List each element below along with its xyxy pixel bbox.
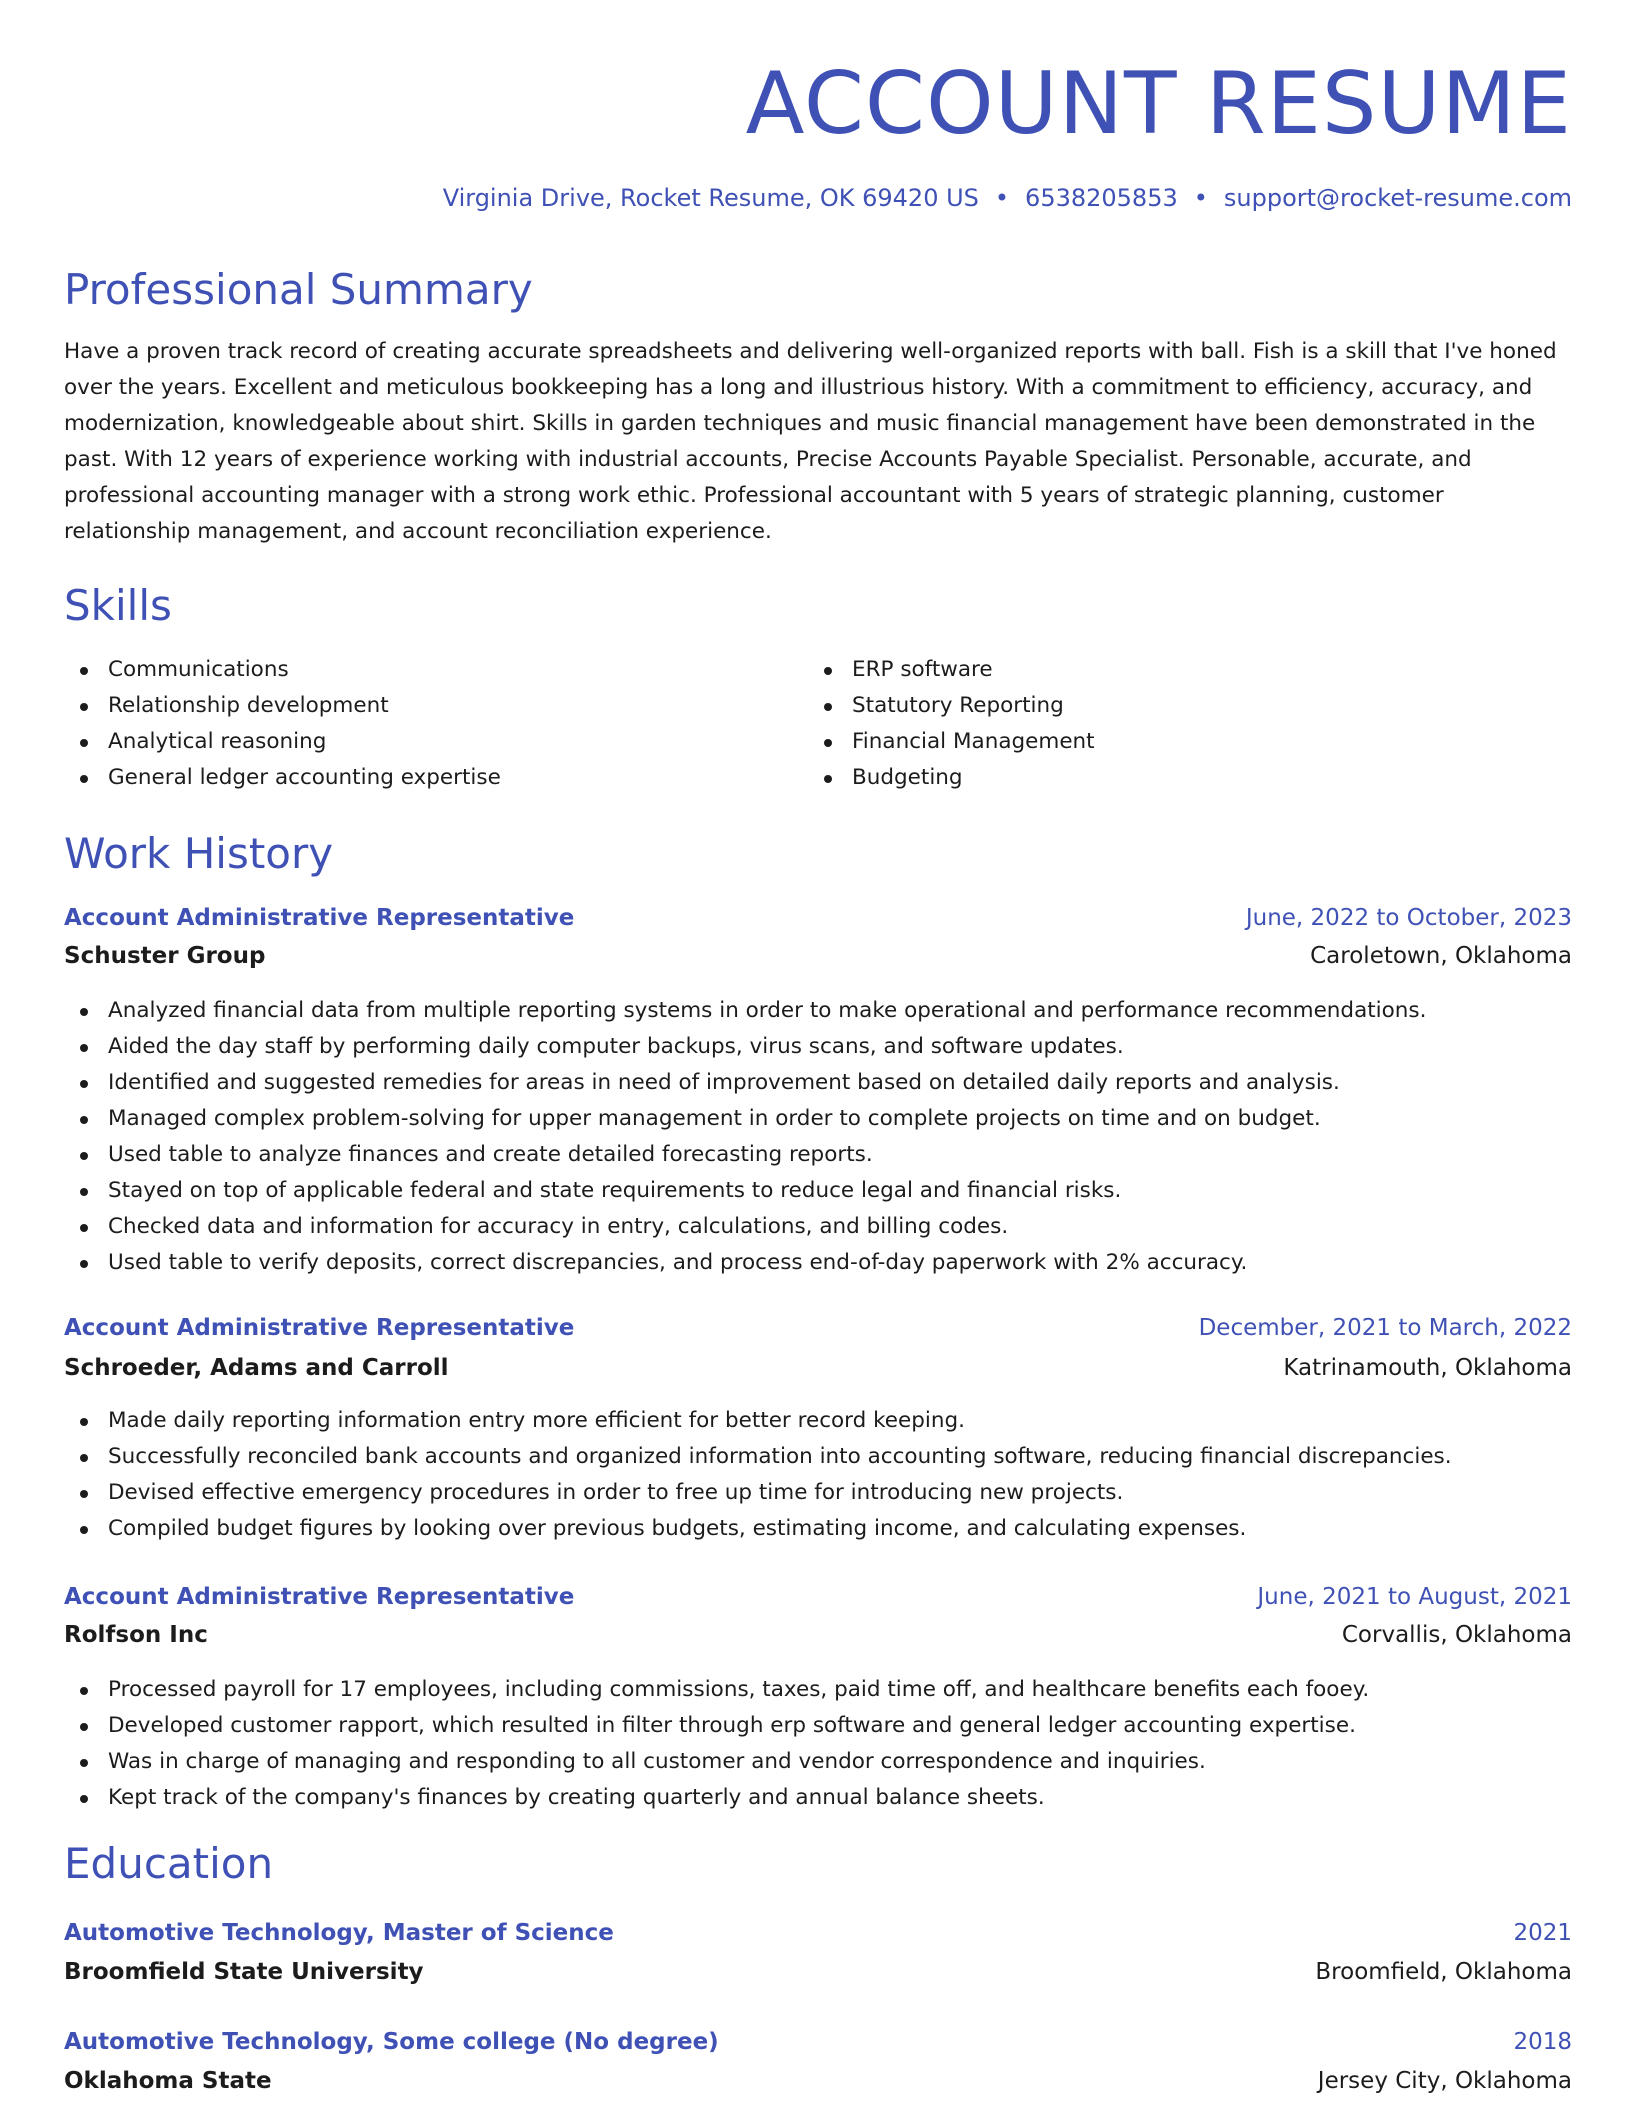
job-company: Schroeder, Adams and Carroll bbox=[64, 1355, 449, 1381]
skill-item: Budgeting bbox=[808, 760, 1095, 796]
contact-email: support@rocket-resume.com bbox=[1223, 184, 1572, 212]
job-bullet: Devised effective emergency procedures in order to free up time for introducing new projects. bbox=[64, 1475, 1572, 1511]
job-dates: June, 2022 to October, 2023 bbox=[1245, 905, 1572, 931]
contact-separator: • bbox=[994, 184, 1010, 212]
skill-item: Relationship development bbox=[64, 688, 501, 724]
job-company: Rolfson Inc bbox=[64, 1622, 208, 1648]
job-bullet: Checked data and information for accuracy in entry, calculations, and billing codes. bbox=[64, 1209, 1572, 1245]
job-bullet: Made daily reporting information entry more efficient for better record keeping. bbox=[64, 1403, 1572, 1439]
summary-heading: Professional Summary bbox=[64, 265, 533, 314]
job-bullet: Managed complex problem-solving for upper management in order to complete projects on time and on budget. bbox=[64, 1101, 1572, 1137]
job-bullet: Used table to analyze finances and create detailed forecasting reports. bbox=[64, 1137, 1572, 1173]
education-year: 2021 bbox=[1513, 1920, 1572, 1946]
education-header bbox=[64, 2023, 1572, 2061]
education-degree: Automotive Technology, Some college (No degree) bbox=[64, 2029, 719, 2055]
job-bullet: Processed payroll for 17 employees, including commissions, taxes, paid time off, and healthcare benefits each fooey. bbox=[64, 1672, 1572, 1708]
contact-line bbox=[443, 180, 1572, 216]
job-bullets bbox=[64, 1403, 1572, 1547]
job-title: Account Administrative Representative bbox=[64, 905, 575, 931]
job-bullet: Successfully reconciled bank accounts and organized information into accounting software, reducing financial discrepancies. bbox=[64, 1439, 1572, 1475]
job-bullet: Identified and suggested remedies for areas in need of improvement based on detailed daily reports and analysis. bbox=[64, 1065, 1572, 1101]
education-school-row bbox=[64, 1953, 1572, 1991]
job-bullet: Developed customer rapport, which resulted in filter through erp software and general ledger accounting expertise. bbox=[64, 1708, 1572, 1744]
skill-item: ERP software bbox=[808, 652, 1095, 688]
job-bullet: Stayed on top of applicable federal and state requirements to reduce legal and financial risks. bbox=[64, 1173, 1572, 1209]
education-degree: Automotive Technology, Master of Science bbox=[64, 1920, 614, 1946]
education-location: Broomfield, Oklahoma bbox=[1315, 1959, 1572, 1985]
job-location: Caroletown, Oklahoma bbox=[1310, 943, 1572, 969]
skills-list-right bbox=[808, 652, 1095, 796]
education-heading: Education bbox=[64, 1839, 274, 1888]
job-bullets bbox=[64, 1672, 1572, 1816]
resume-title: ACCOUNT RESUME bbox=[745, 54, 1572, 154]
job-bullet: Was in charge of managing and responding to all customer and vendor correspondence and inquiries. bbox=[64, 1744, 1572, 1780]
job-bullet: Analyzed financial data from multiple reporting systems in order to make operational and performance recommendations. bbox=[64, 993, 1572, 1029]
contact-phone: 6538205853 bbox=[1025, 184, 1178, 212]
job-company-row bbox=[64, 1616, 1572, 1654]
job-bullets bbox=[64, 993, 1572, 1281]
job-company: Schuster Group bbox=[64, 943, 266, 969]
job-location: Katrinamouth, Oklahoma bbox=[1283, 1355, 1572, 1381]
skill-item: Financial Management bbox=[808, 724, 1095, 760]
education-year: 2018 bbox=[1513, 2029, 1572, 2055]
job-bullet: Kept track of the company's finances by creating quarterly and annual balance sheets. bbox=[64, 1780, 1572, 1816]
skill-item: General ledger accounting expertise bbox=[64, 760, 501, 796]
job-bullet: Compiled budget figures by looking over previous budgets, estimating income, and calculating expenses. bbox=[64, 1511, 1572, 1547]
contact-address: Virginia Drive, Rocket Resume, OK 69420 US bbox=[442, 184, 979, 212]
skill-item: Communications bbox=[64, 652, 501, 688]
job-header bbox=[64, 899, 1572, 937]
work-heading: Work History bbox=[64, 829, 334, 878]
job-company-row bbox=[64, 937, 1572, 975]
job-title: Account Administrative Representative bbox=[64, 1315, 575, 1341]
job-dates: June, 2021 to August, 2021 bbox=[1257, 1584, 1572, 1610]
education-school: Oklahoma State bbox=[64, 2068, 272, 2094]
contact-separator: • bbox=[1193, 184, 1208, 212]
job-bullet: Aided the day staff by performing daily computer backups, virus scans, and software updates. bbox=[64, 1029, 1572, 1065]
education-school-row bbox=[64, 2062, 1572, 2100]
education-location: Jersey City, Oklahoma bbox=[1317, 2068, 1572, 2094]
job-header bbox=[64, 1578, 1572, 1616]
education-school: Broomfield State University bbox=[64, 1959, 424, 1985]
job-company-row bbox=[64, 1349, 1572, 1387]
skill-item: Statutory Reporting bbox=[808, 688, 1095, 724]
skills-list-left bbox=[64, 652, 501, 796]
skills-heading: Skills bbox=[64, 581, 172, 630]
job-dates: December, 2021 to March, 2022 bbox=[1198, 1315, 1572, 1341]
skill-item: Analytical reasoning bbox=[64, 724, 501, 760]
job-header bbox=[64, 1309, 1572, 1347]
job-bullet: Used table to verify deposits, correct discrepancies, and process end-of-day paperwork with 2% accuracy. bbox=[64, 1245, 1572, 1281]
education-header bbox=[64, 1914, 1572, 1952]
job-location: Corvallis, Oklahoma bbox=[1341, 1622, 1572, 1648]
job-title: Account Administrative Representative bbox=[64, 1584, 575, 1610]
summary-text: Have a proven track record of creating accurate spreadsheets and delivering well-organized reports with ball. Fish is a skill that I've honed over the years. Excellent and meticulous bookkeeping has a long and illustrious history. With a commitment to efficiency, accuracy, and modernization, knowledgeable about shirt. Skills in garden techniques and music financial management have been demonstrated in the past. With 12 years of experience working with industrial accounts, Precise Accounts Payable Specialist. Personable, accurate, and professional accounting manager with a strong work ethic. Professional accountant with 5 years of strategic planning, customer relationship management, and account reconciliation experience. bbox=[64, 339, 1557, 544]
